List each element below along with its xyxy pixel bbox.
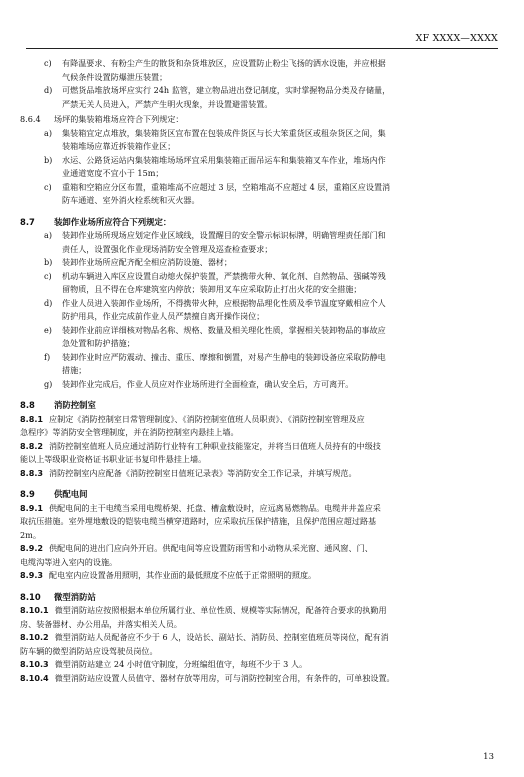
clause-8-10-4: 8.10.4 微型消防站应设置人员值守、器材存放等用房，可与消防控制室合用，有条件的，可单独设置。 <box>20 672 395 683</box>
section-8-10-heading: 8.10 微型消防站 <box>20 591 96 602</box>
item-text: 可燃货品堆放场坪应实行 24h 监管，建立物品进出登记制度，实时掌握物品分类及存储量， <box>62 85 391 95</box>
clause-8-8-3: 8.8.3 消防控制室内应配备《消防控制室日值班记录表》等消防安全工作记录，并填写规范。 <box>20 467 357 478</box>
section-8-8-heading: 8.8 消防控制室 <box>20 400 96 410</box>
list-item: b) 装卸作业场所应配齐配全相应消防设施、器材； <box>44 257 232 267</box>
list-item: c) 重箱和空箱应分区布置，重箱堆高不应超过 3 层，空箱堆高不应超过 4 层，重箱区应设置消 防车通道、室外消火栓系统和灭火器。 <box>44 181 391 205</box>
list-item: c) 机动车辆进入库区应设置自动熄火保护装置，严禁携带火种、氧化剂、自然物品、强碱等残 留物质，且不得在仓库建筑室内停放；装卸用叉车应采取防止打出火花的安全措施； <box>44 270 386 294</box>
list-item: a) 装卸作业场所现场应划定作业区域线，设置醒目的安全警示标识标牌，明确管理责任部门和 责任人，设置强化作业现场消防安全管理及巡查检查要求； <box>44 230 386 254</box>
clause-8-8-2: 8.8.2 消防控制室值班人员应通过消防行业特有工种职业技能鉴定，并将当日值班人员持有的中级技 能以上等级职业资格证书职业证书复印件悬挂上墙。 <box>20 440 381 464</box>
list-item: g) 装卸作业完成后，作业人员应对作业场所进行全面检查，确认安全后，方可离开。 <box>44 378 354 389</box>
item-text: 气候条件设置防爆泄压装置； <box>62 71 168 82</box>
clause-8-10-1: 8.10.1 微型消防站应按照根据本单位所属行业、单位性质、规模等实际情况，配备符合要求的执勤用 房、装备器材、办公用品，并落实相关人员。 <box>20 605 387 629</box>
list-item: c) 有降温要求、有粉尘产生的散货和杂货堆放区，应设置防止粉尘飞扬的洒水设施，并应根据 气候条件设置防爆泄压装置； <box>44 58 386 82</box>
section-8-7-heading: 8.7 装卸作业场所应符合下列规定： <box>20 216 172 227</box>
clause-8-9-1: 8.9.1 供配电间的主干电缆当采用电缆桥架、托盘、槽盒敷设时，应远离易燃物品。电缆井井盖应采 取抗压措施。室外埋地敷设的铠装电缆当横穿道路时，应采取抗压保护措施，且保护范围应超过路基 2m。 <box>20 502 381 540</box>
list-item: d) 可燃货品堆放场坪应实行 24h 监管，建立物品进出登记制度，实时掌握物品分类及存储量， 严禁无关人员进入，严禁产生明火现象，并设置避雷装置。 <box>44 85 391 109</box>
section-8-9-heading: 8.9 供配电间 <box>20 489 88 499</box>
clause-8-10-2: 8.10.2 微型消防站人员配备应不少于 6 人，设站长、副站长、消防员、控制室值班员等岗位，配有消 防车辆的微型消防站应设驾驶员岗位。 <box>20 632 389 656</box>
clause-title: 场坪的集装箱堆场应符合下列规定： <box>54 114 184 124</box>
clause-8-10-3: 8.10.3 微型消防站建立 24 小时值守制度，分班编组值守，每班不少于 3 人。 <box>20 659 308 669</box>
item-text: 有降温要求、有粉尘产生的散货和杂货堆放区，应设置防止粉尘飞扬的洒水设施，并应根据 <box>62 58 386 68</box>
list-item: f) 装卸作业时应严防震动、撞击、重压、摩擦和倒置，对易产生静电的装卸设备应采取防静电 措施； <box>44 351 386 375</box>
clause-8-9-2: 8.9.2 供配电间的进出门应向外开启。供配电间等应设置防雨雪和小动物从采光窗、通风窗、门、 电缆沟等进入室内的设施。 <box>20 543 373 567</box>
list-item: d) 作业人员进入装卸作业场所，不得携带火种，应根据物品理化性质及季节温度穿戴相应个人 防护用具，作业完成前作业人员严禁擅自离开操作岗位； <box>44 297 386 321</box>
list-item: e) 装卸作业前应详细核对物品名称、规格、数量及相关理化性质，掌握相关装卸物品的事故应 急处置和防护措施； <box>44 324 386 348</box>
document-body <box>20 57 498 685</box>
document-code: XF XXXX—XXXX <box>415 33 498 44</box>
clause-8-6-4: 8.6.4 场坪的集装箱堆场应符合下列规定： <box>20 114 184 124</box>
clause-8-8-1: 8.8.1 应制定《消防控制室日常管理制度》、《消防控制室值班人员职责》、《消防控制室管理及应 急程序》等消防安全管理制度，并在消防控制室内悬挂上墙。 <box>20 413 365 437</box>
clause-8-9-3: 8.9.3 配电室内应设置备用照明，其作业面的最低照度不应低于正常照明的照度。 <box>20 570 317 580</box>
list-item: b) 水运、公路货运站内集装箱堆场场坪宜采用集装箱正面吊运车和集装箱叉车作业，堆场内作 业通道宽度不宜小于 15m； <box>44 154 386 178</box>
item-text: 严禁无关人员进入，严禁产生明火现象，并设置避雷装置。 <box>62 98 273 109</box>
header-rule <box>26 48 498 49</box>
list-item: a) 集装箱宜定点堆放，集装箱货区宜布置在包装成件货区与长大笨重货区或租杂货区之间，集 装箱堆场应靠近拆装箱作业区； <box>44 127 386 151</box>
page-number: 13 <box>483 752 494 762</box>
